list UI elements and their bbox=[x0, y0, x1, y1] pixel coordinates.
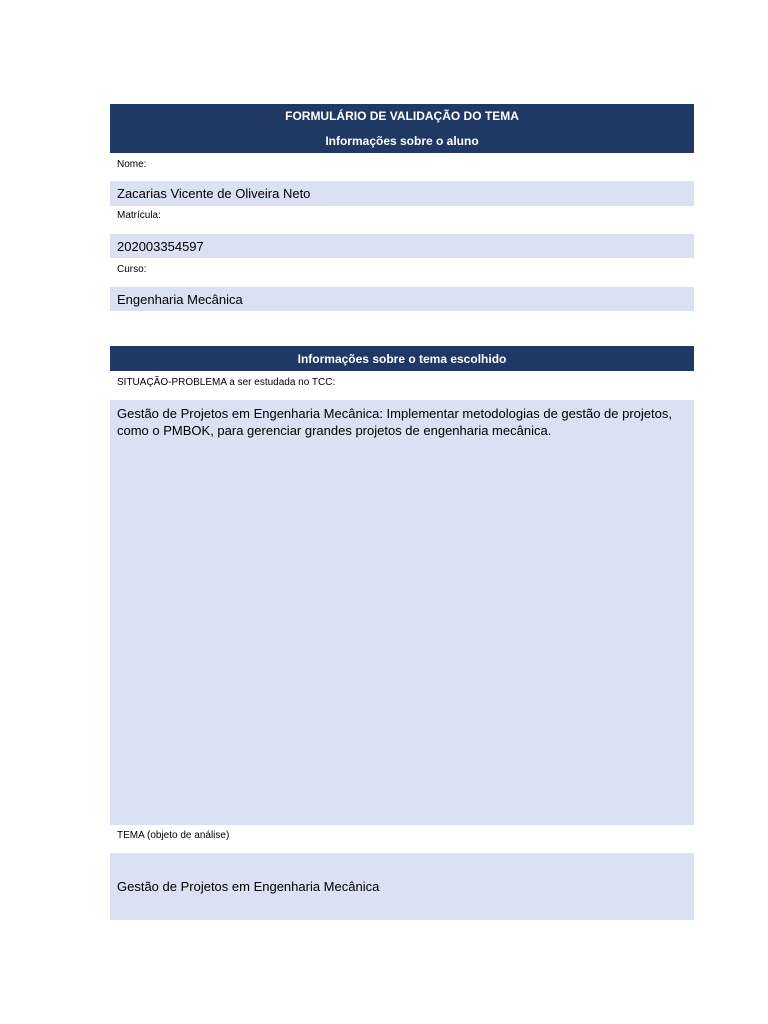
theme-label: TEMA (objeto de análise) bbox=[110, 825, 694, 853]
student-info-section bbox=[110, 104, 694, 311]
form-title: FORMULÁRIO DE VALIDAÇÃO DO TEMA bbox=[110, 104, 694, 128]
theme-field[interactable]: Gestão de Projetos em Engenharia Mecânica bbox=[110, 853, 694, 920]
course-field[interactable]: Engenharia Mecânica bbox=[110, 287, 694, 311]
problem-label: SITUAÇÃO-PROBLEMA a ser estudada no TCC: bbox=[110, 371, 694, 400]
course-label: Curso: bbox=[110, 258, 694, 287]
enrollment-label: Matrícula: bbox=[110, 206, 694, 234]
theme-info-section bbox=[110, 346, 694, 920]
theme-section-header: Informações sobre o tema escolhido bbox=[110, 346, 694, 371]
enrollment-field[interactable]: 202003354597 bbox=[110, 234, 694, 258]
student-section-header: Informações sobre o aluno bbox=[110, 128, 694, 153]
problem-field[interactable]: Gestão de Projetos em Engenharia Mecânica: Implementar metodologias de gestão de projetos, como o PMBOK, para gerenciar grandes projetos de engenharia mecânica. bbox=[110, 400, 694, 825]
name-label: Nome: bbox=[110, 153, 694, 181]
name-field[interactable]: Zacarias Vicente de Oliveira Neto bbox=[110, 181, 694, 206]
